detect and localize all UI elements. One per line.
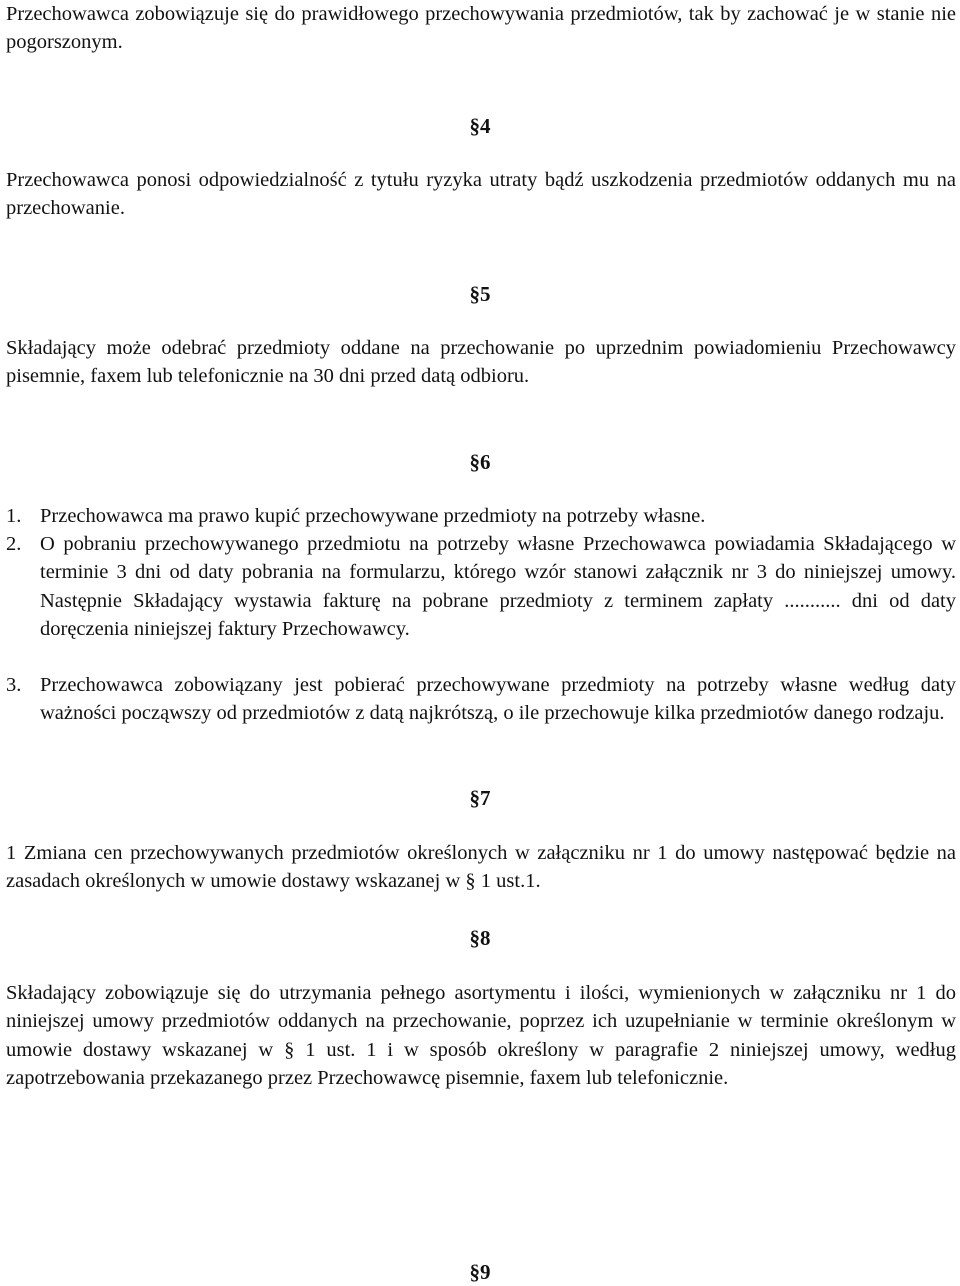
section-6-heading: §6 xyxy=(469,450,491,474)
section-8-text: Składający zobowiązuje się do utrzymania pełnego asortymentu i ilości, wymienionych w załączniku nr 1 do niniejszej umowy przedmiotów oddanych na przechowanie, poprzez ich uzupełnianie w terminie określonym w umowie dostawy wskazanej w § 1 ust. 1 i w sposób określony w paragrafie 2 niniejszej umowy, według zapotrzebowania przekazanego przez Przechowawcę pisemnie, faxem lub telefonicznie. xyxy=(6,982,956,1089)
section-5-text: Składający może odebrać przedmioty oddane na przechowanie po uprzednim powiadomieniu Przechowawcy pisemnie, faxem lub telefonicznie na 30 dni przed datą odbioru. xyxy=(6,337,956,388)
section-7-text: 1 Zmiana cen przechowywanych przedmiotów określonych w załączniku nr 1 do umowy następować będzie na zasadach określonych w umowie dostawy wskazanej w § 1 ust.1. xyxy=(6,842,956,893)
section-4-heading: §4 xyxy=(469,114,491,138)
section-6-item-1 xyxy=(6,502,956,530)
item-number: 1. xyxy=(6,505,22,527)
item-text: O pobraniu przechowywanego przedmiotu na potrzeby własne Przechowawca powiadamia Składającego w terminie 3 dni od daty pobrania na formularzu, którego wzór stanowi załącznik nr 3 do niniejszej umowy. Następnie Składający wystawia fakturę na pobrane przedmioty z terminem zapłaty ........... dni od daty doręczenia niniejszej faktury Przechowawcy. xyxy=(40,533,956,640)
item-number: 3. xyxy=(6,674,22,696)
section-7-heading: §7 xyxy=(469,786,491,810)
section-8-heading: §8 xyxy=(469,926,491,950)
section-6-item-3 xyxy=(6,671,956,728)
section-9-heading: §9 xyxy=(469,1260,491,1284)
item-text: Przechowawca ma prawo kupić przechowywane przedmioty na potrzeby własne. xyxy=(40,505,706,527)
item-number: 2. xyxy=(6,533,22,555)
section-4-text: Przechowawca ponosi odpowiedzialność z tytułu ryzyka utraty bądź uszkodzenia przedmiotów oddanych mu na przechowanie. xyxy=(6,169,956,220)
intro-paragraph: Przechowawca zobowiązuje się do prawidłowego przechowywania przedmiotów, tak by zachować je w stanie nie pogorszonym. xyxy=(6,3,956,54)
section-5-heading: §5 xyxy=(469,282,491,306)
item-text: Przechowawca zobowiązany jest pobierać przechowywane przedmioty na potrzeby własne według daty ważności począwszy od przedmiotów z datą najkrótszą, o ile przechowuje kilka przedmiotów danego rodzaju. xyxy=(40,674,956,725)
section-6-item-2 xyxy=(6,530,956,643)
